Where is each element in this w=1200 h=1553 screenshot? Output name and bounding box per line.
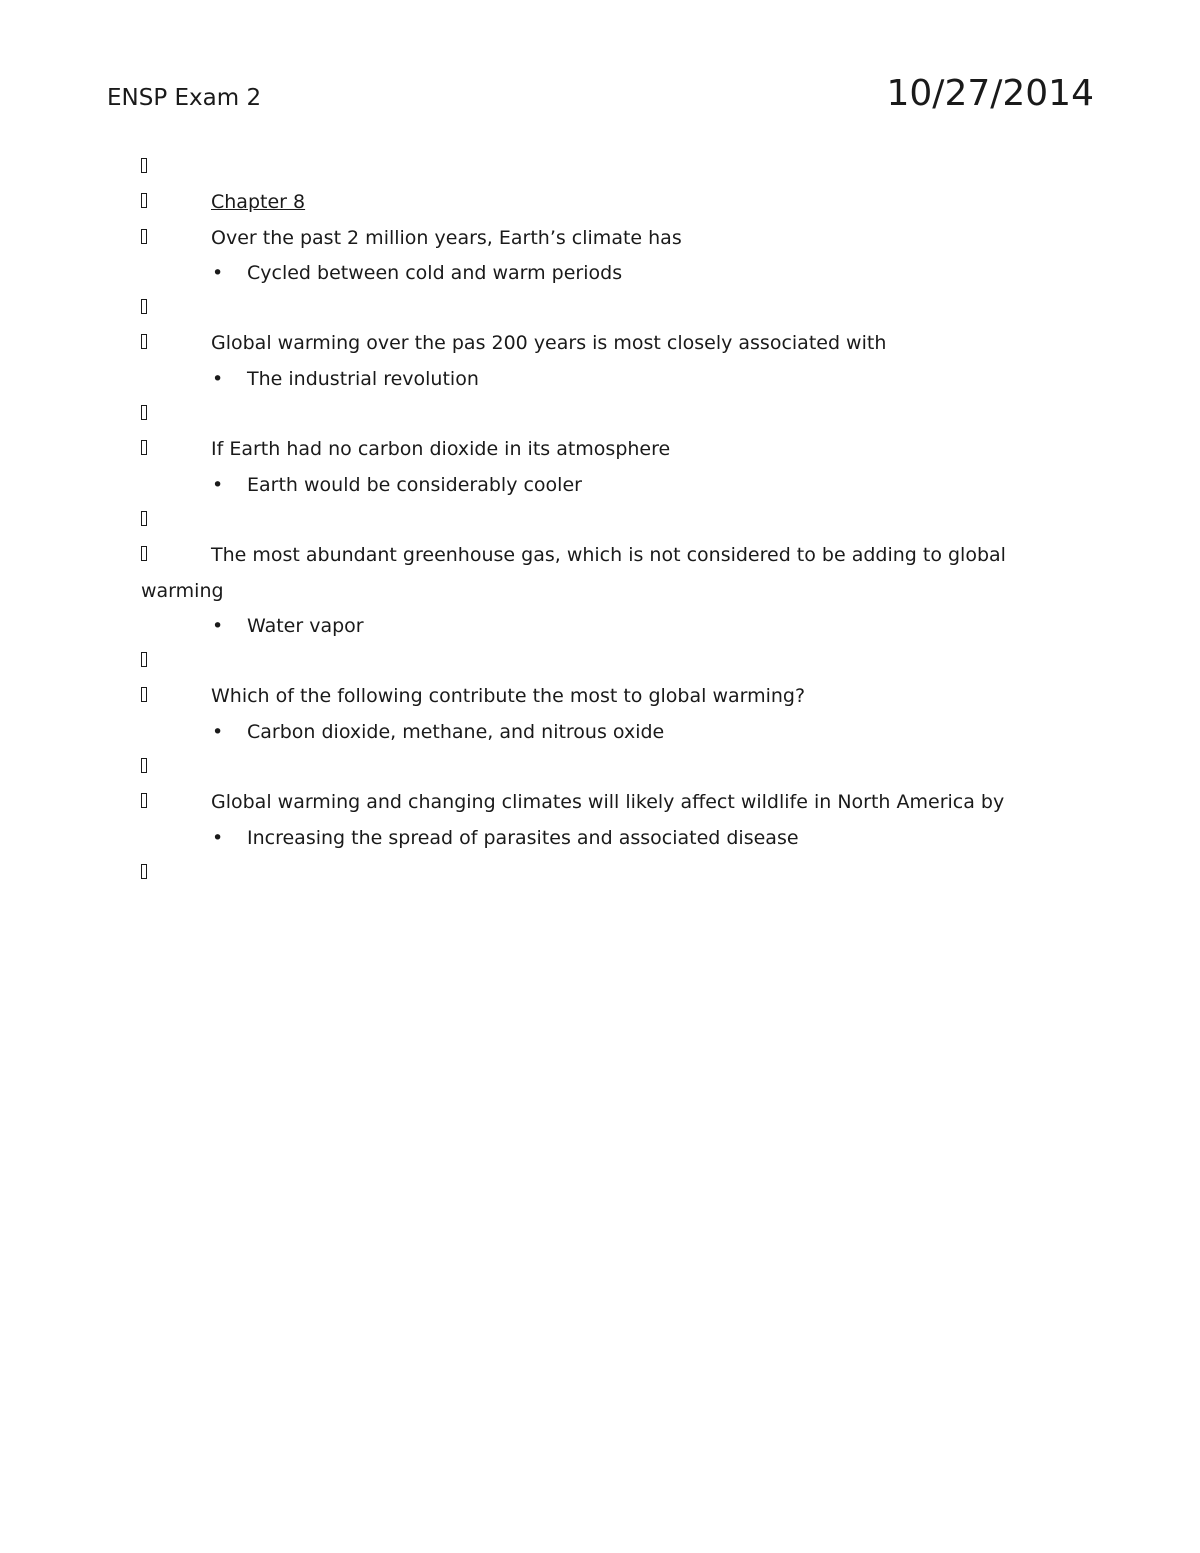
answer-text: Water vapor xyxy=(247,614,364,637)
missing-glyph-box-icon xyxy=(141,864,147,879)
answer-row xyxy=(141,468,1071,503)
answer-text: The industrial revolution xyxy=(247,367,479,390)
question-text: If Earth had no carbon dioxide in its atmosphere xyxy=(211,438,671,461)
missing-glyph-box-icon xyxy=(141,652,147,667)
answer-text: Increasing the spread of parasites and associated disease xyxy=(247,826,799,849)
document-body xyxy=(141,150,1071,891)
bullet-icon: • xyxy=(212,614,224,637)
question-row xyxy=(141,785,1071,820)
document-date: 10/27/2014 xyxy=(886,73,1094,114)
question-row xyxy=(141,221,1071,256)
missing-glyph-box-icon xyxy=(141,511,147,526)
answer-row xyxy=(141,609,1071,644)
empty-row xyxy=(141,150,1071,185)
missing-glyph-box-icon xyxy=(141,334,147,349)
missing-glyph-box-icon xyxy=(141,793,147,808)
missing-glyph-box-icon xyxy=(141,193,147,208)
question-row xyxy=(141,326,1071,361)
bullet-icon: • xyxy=(212,826,224,849)
missing-glyph-box-icon xyxy=(141,229,147,244)
answer-text: Cycled between cold and warm periods xyxy=(247,261,623,284)
answer-text: Carbon dioxide, methane, and nitrous oxide xyxy=(247,720,665,743)
question-text: The most abundant greenhouse gas, which is not considered to be adding to global warming xyxy=(141,544,1006,602)
missing-glyph-box-icon xyxy=(141,546,147,561)
question-row xyxy=(141,538,1071,609)
missing-glyph-box-icon xyxy=(141,440,147,455)
answer-row xyxy=(141,256,1071,291)
question-text: Global warming over the pas 200 years is most closely associated with xyxy=(211,332,887,355)
bullet-icon: • xyxy=(212,367,224,390)
question-text: Global warming and changing climates will likely affect wildlife in North America by xyxy=(211,791,1005,814)
missing-glyph-box-icon xyxy=(141,687,147,702)
answer-row xyxy=(141,821,1071,856)
missing-glyph-box-icon xyxy=(141,758,147,773)
chapter-heading: Chapter 8 xyxy=(211,191,306,214)
bullet-icon: • xyxy=(212,473,224,496)
question-row xyxy=(141,432,1071,467)
question-row xyxy=(141,679,1071,714)
bullet-icon: • xyxy=(212,720,224,743)
question-text: Which of the following contribute the most to global warming? xyxy=(211,685,806,708)
answer-text: Earth would be considerably cooler xyxy=(247,473,582,496)
document-title: ENSP Exam 2 xyxy=(107,85,262,111)
question-text: Over the past 2 million years, Earth’s climate has xyxy=(211,226,682,249)
empty-row xyxy=(141,291,1071,326)
answer-row xyxy=(141,362,1071,397)
answer-row xyxy=(141,715,1071,750)
empty-row xyxy=(141,397,1071,432)
bullet-icon: • xyxy=(212,261,224,284)
empty-row xyxy=(141,750,1071,785)
missing-glyph-box-icon xyxy=(141,158,147,173)
chapter-heading-row xyxy=(141,185,1071,220)
empty-row xyxy=(141,503,1071,538)
empty-row xyxy=(141,644,1071,679)
missing-glyph-box-icon xyxy=(141,299,147,314)
missing-glyph-box-icon xyxy=(141,405,147,420)
empty-row xyxy=(141,856,1071,891)
